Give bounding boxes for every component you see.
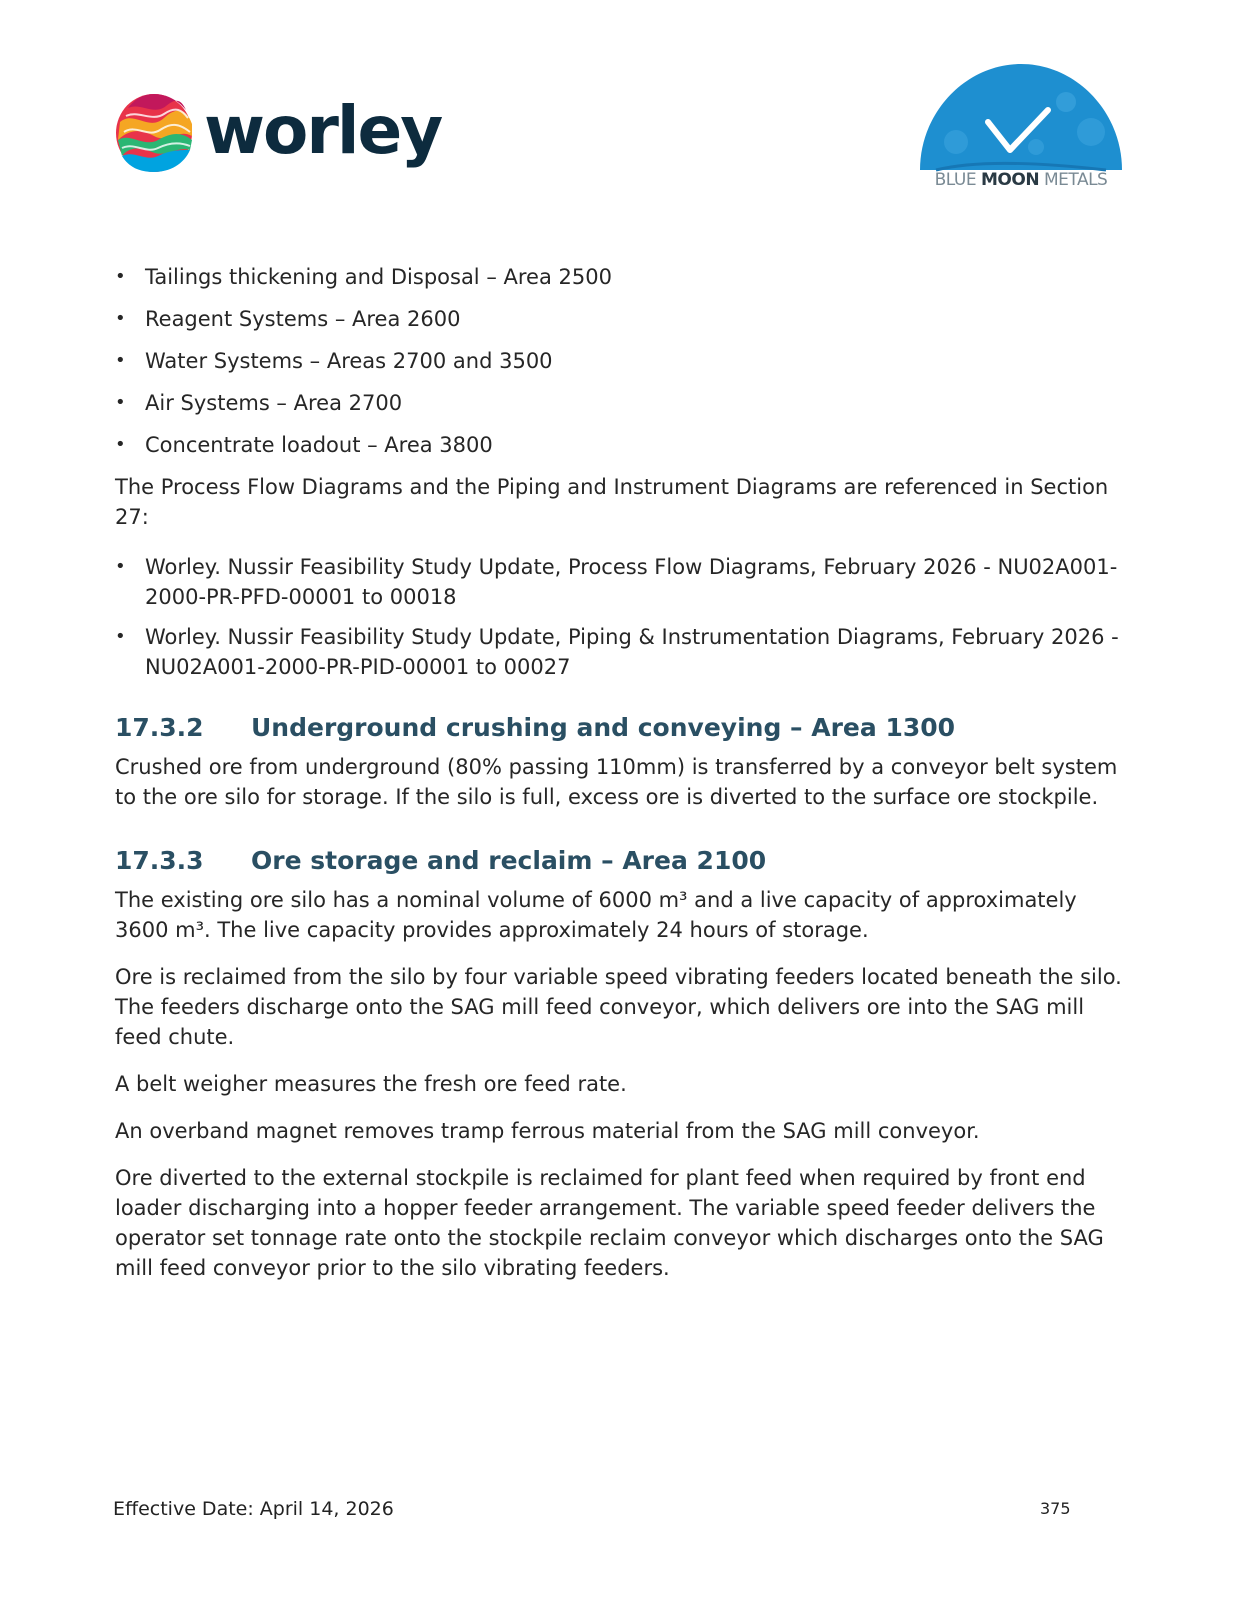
worley-swirl-icon xyxy=(114,92,194,174)
list-item: • Tailings thickening and Disposal – Area 2500 xyxy=(115,262,1125,292)
list-item: • Water Systems – Areas 2700 and 3500 xyxy=(115,346,1125,376)
section-heading xyxy=(115,710,1125,746)
section-number: 17.3.2 xyxy=(115,713,204,742)
section-paragraph: Ore diverted to the external stockpile is reclaimed for plant feed when required by front end loader discharging into a hopper feeder arrangement. The variable speed feeder delivers the operator set tonnage rate onto the stockpile reclaim conveyor which discharges onto the SAG mill feed conveyor prior to the silo vibrating feeders. xyxy=(115,1166,1104,1280)
moon-icon xyxy=(916,62,1126,172)
list-item: • Worley. Nussir Feasibility Study Update, Process Flow Diagrams, February 2026 - NU02A001-2000-PR-PFD-00001 to 00018 xyxy=(115,552,1125,612)
area-list xyxy=(115,262,1125,460)
document-body xyxy=(115,262,1125,1300)
blue-moon-metals-logo xyxy=(916,62,1126,192)
section-number: 17.3.3 xyxy=(115,846,204,875)
reference-list xyxy=(115,552,1125,682)
list-item: • Reagent Systems – Area 2600 xyxy=(115,304,1125,334)
section-title: Underground crushing and conveying – Area 1300 xyxy=(251,713,956,742)
section-title: Ore storage and reclaim – Area 2100 xyxy=(251,846,767,875)
section-paragraph: The existing ore silo has a nominal volume of 6000 m³ and a live capacity of approximately 3600 m³. The live capacity provides approximately 24 hours of storage. xyxy=(115,888,1077,942)
effective-date: Effective Date: April 14, 2026 xyxy=(113,1498,394,1520)
worley-wordmark: worley xyxy=(204,92,442,169)
section-heading xyxy=(115,843,1125,879)
worley-logo xyxy=(114,92,454,174)
page-number: 375 xyxy=(1040,1499,1071,1518)
list-item: • Worley. Nussir Feasibility Study Update, Piping & Instrumentation Diagrams, February 2026 - NU02A001-2000-PR-PID-00001 to 00027 xyxy=(115,622,1125,682)
list-item: • Air Systems – Area 2700 xyxy=(115,388,1125,418)
section-paragraph: Crushed ore from underground (80% passing 110mm) is transferred by a conveyor belt system to the ore silo for storage. If the silo is full, excess ore is diverted to the surface ore stockpile. xyxy=(115,755,1118,809)
blue-moon-metals-wordmark: BLUE MOON METALS xyxy=(934,170,1108,190)
intro-paragraph: The Process Flow Diagrams and the Piping and Instrument Diagrams are referenced in Section 27: xyxy=(115,475,1109,529)
section-paragraph: Ore is reclaimed from the silo by four variable speed vibrating feeders located beneath the silo. The feeders discharge onto the SAG mill feed conveyor, which delivers ore into the SAG mill feed chute. xyxy=(115,965,1122,1049)
list-item: • Concentrate loadout – Area 3800 xyxy=(115,430,1125,460)
section-paragraph: A belt weigher measures the fresh ore feed rate. xyxy=(115,1072,627,1096)
section-paragraph: An overband magnet removes tramp ferrous material from the SAG mill conveyor. xyxy=(115,1119,980,1143)
